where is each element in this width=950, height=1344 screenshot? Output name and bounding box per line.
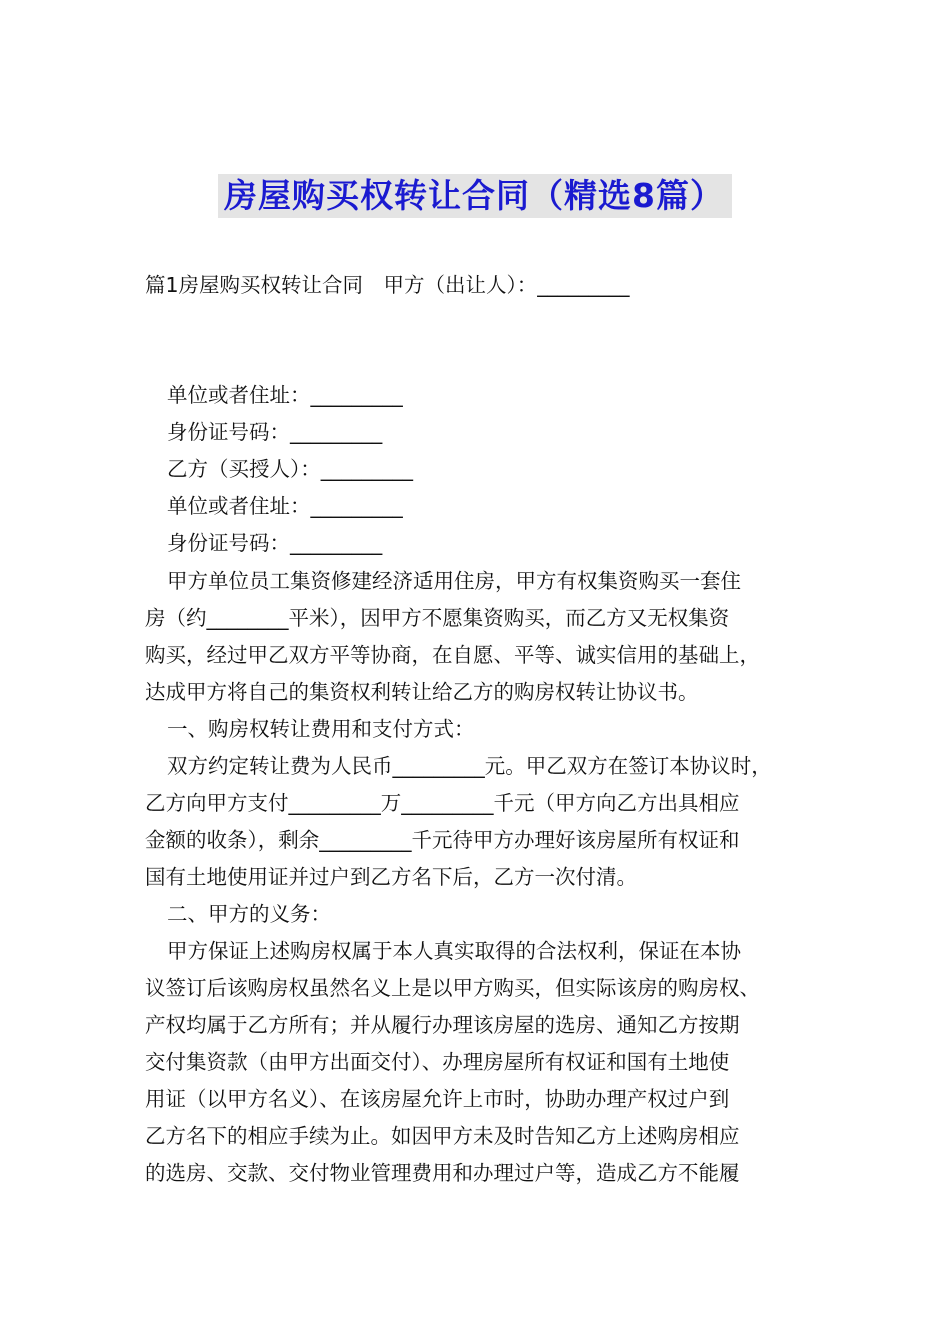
field-line — [167, 417, 382, 447]
field-blank: _________ — [310, 383, 403, 407]
header-line-blank: _________ — [537, 273, 630, 297]
section-heading: 二、甲方的义务： — [167, 902, 331, 926]
field-blank: _________ — [320, 457, 413, 481]
paragraph-line: 甲方单位员工集资修建经济适用住房，甲方有权集资购买一套住 — [167, 569, 741, 593]
field-blank: _________ — [310, 494, 403, 518]
field-label: 乙方（买授人）： — [167, 457, 321, 481]
paragraph-line: 乙方名下的相应手续为止。如因甲方未及时告知乙方上述购房相应 — [145, 1124, 740, 1148]
paragraph-line: 交付集资款（由甲方出面交付）、办理房屋所有权证和国有土地使 — [145, 1050, 730, 1074]
field-label: 单位或者住址： — [167, 383, 311, 407]
paragraph-line: 国有土地使用证并过户到乙方名下后，乙方一次付清。 — [145, 865, 637, 889]
paragraph-line: 金额的收条），剩余_________千元待甲方办理好该房屋所有权证和 — [145, 828, 740, 852]
field-line — [167, 454, 413, 484]
field-label: 身份证号码： — [167, 420, 290, 444]
field-line — [167, 491, 403, 521]
field-line — [167, 528, 382, 558]
paragraph-line: 双方约定转让费为人民币_________元。甲乙双方在签订本协议时， — [167, 754, 772, 778]
paragraph-line: 房（约________平米），因甲方不愿集资购买，而乙方又无权集资 — [145, 606, 730, 630]
header-line-text: 篇1房屋购买权转让合同 甲方（出让人）： — [145, 273, 538, 297]
paragraph-line: 达成甲方将自己的集资权利转让给乙方的购房权转让协议书。 — [145, 680, 699, 704]
field-label: 身份证号码： — [167, 531, 290, 555]
paragraph-line: 产权均属于乙方所有；并从履行办理该房屋的选房、通知乙方按期 — [145, 1013, 740, 1037]
paragraph-line: 购买，经过甲乙双方平等协商，在自愿、平等、诚实信用的基础上， — [145, 643, 760, 667]
field-blank: _________ — [290, 420, 383, 444]
field-line — [167, 380, 403, 410]
title-wrap — [0, 174, 950, 218]
document-title: 房屋购买权转让合同（精选8篇） — [218, 174, 732, 218]
paragraph-line: 甲方保证上述购房权属于本人真实取得的合法权利，保证在本协 — [167, 939, 741, 963]
paragraph-line: 议签订后该购房权虽然名义上是以甲方购买，但实际该房的购房权、 — [145, 976, 760, 1000]
field-blank: _________ — [290, 531, 383, 555]
paragraph-line: 的选房、交款、交付物业管理费用和办理过户等，造成乙方不能履 — [145, 1161, 740, 1185]
paragraph-line: 用证（以甲方名义）、在该房屋允许上市时，协助办理产权过户到 — [145, 1087, 730, 1111]
section-heading: 一、购房权转让费用和支付方式： — [167, 717, 475, 741]
field-label: 单位或者住址： — [167, 494, 311, 518]
paragraph-line: 乙方向甲方支付_________万_________千元（甲方向乙方出具相应 — [145, 791, 740, 815]
